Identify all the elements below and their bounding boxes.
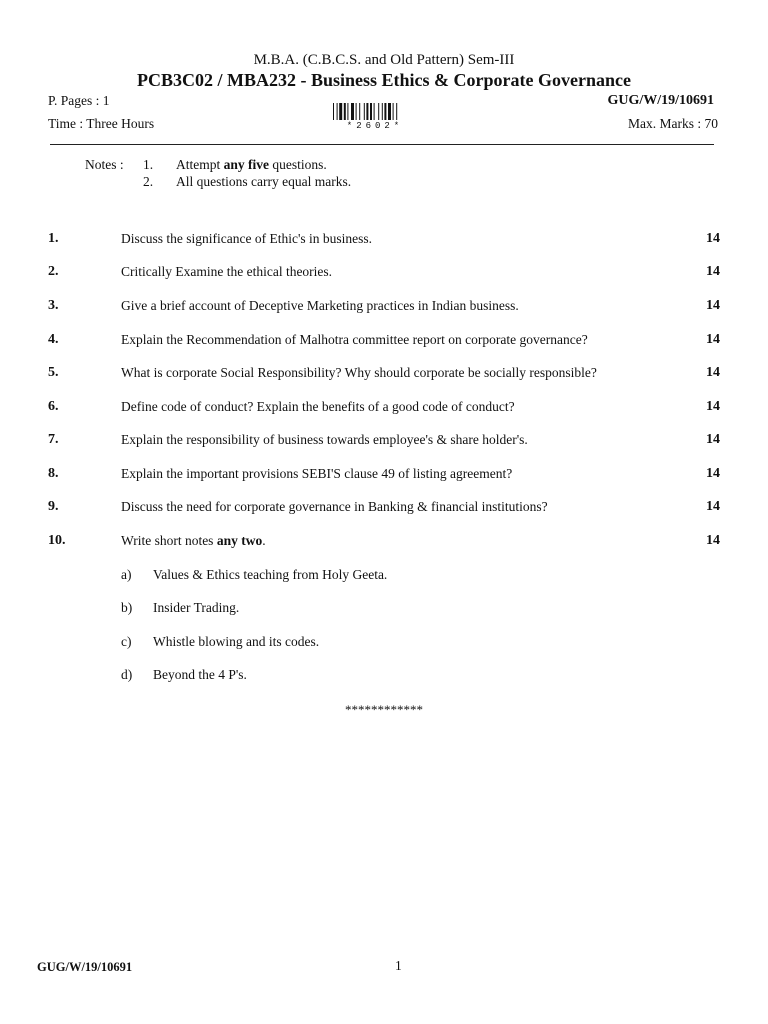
question-number: 4.	[48, 332, 59, 347]
question-number: 8.	[48, 466, 59, 481]
question-text: Define code of conduct? Explain the benefits of a good code of conduct?	[121, 399, 515, 414]
question-emphasis: any two	[216, 533, 263, 548]
barcode-bar	[393, 103, 394, 120]
question-number: 7.	[48, 432, 59, 447]
question-number: 5.	[48, 365, 59, 380]
question-text: Give a brief account of Deceptive Marketing practices in Indian business.	[121, 298, 519, 313]
barcode-bars	[332, 103, 418, 120]
question-marks: 14	[706, 231, 720, 246]
subitem-text: Values & Ethics teaching from Holy Geeta.	[153, 567, 388, 582]
note-text	[176, 174, 351, 190]
barcode-bar	[396, 103, 397, 120]
subitem-letter: d)	[121, 667, 133, 682]
question-text: Discuss the significance of Ethic's in business.	[121, 231, 373, 246]
subitem-letter: c)	[121, 634, 132, 649]
question-number: 1.	[48, 231, 59, 246]
notes-label: Notes :	[85, 157, 124, 172]
course-line: M.B.A. (C.B.C.S. and Old Pattern) Sem-III	[253, 52, 515, 68]
subitem-letter: b)	[121, 600, 133, 615]
barcode-bar	[351, 103, 354, 120]
question-number: 2.	[48, 264, 59, 279]
question-text	[121, 533, 266, 549]
question-text: Critically Examine the ethical theories.	[121, 264, 333, 279]
subitem-text: Beyond the 4 P's.	[153, 667, 247, 682]
question-marks: 14	[706, 332, 720, 347]
question-text-part: Write short notes	[121, 533, 217, 548]
question-text: Explain the Recommendation of Malhotra committee report on corporate governance?	[121, 332, 588, 347]
barcode-bar	[356, 103, 357, 120]
question-number: 9.	[48, 499, 59, 514]
barcode-bar	[384, 103, 386, 120]
question-text-part: .	[262, 533, 266, 548]
question-marks: 14	[706, 432, 720, 447]
subitem-letter: a)	[121, 567, 132, 582]
barcode-bar	[364, 103, 365, 120]
note-text	[176, 157, 327, 173]
barcode-bar	[339, 103, 342, 120]
barcode-bar	[388, 103, 391, 120]
end-marker: ************	[345, 702, 423, 717]
question-marks: 14	[706, 298, 720, 313]
paper-code: GUG/W/19/10691	[607, 93, 714, 108]
question-marks: 14	[706, 365, 720, 380]
barcode-bar	[333, 103, 334, 120]
question-number: 6.	[48, 399, 59, 414]
barcode-bar	[366, 103, 368, 120]
note-text-part: Attempt	[176, 157, 224, 172]
barcode-bar	[347, 103, 348, 120]
subitem-text: Insider Trading.	[153, 600, 240, 615]
max-marks: Max. Marks : 70	[628, 116, 718, 131]
note-emphasis: any five	[223, 157, 269, 172]
note-text-part: All questions carry equal marks.	[176, 174, 352, 189]
barcode-bar	[378, 103, 379, 120]
question-text: What is corporate Social Responsibility? Why should corporate be socially responsible?	[121, 365, 597, 380]
question-marks: 14	[706, 499, 720, 514]
paper-title: PCB3C02 / MBA232 - Business Ethics & Corporate Governance	[137, 70, 631, 90]
question-marks: 14	[706, 264, 720, 279]
pages-count: P. Pages : 1	[48, 93, 110, 108]
page-number: 1	[395, 958, 402, 973]
barcode	[332, 103, 418, 133]
header-divider	[50, 144, 714, 145]
note-number: 1.	[143, 157, 154, 172]
barcode-bar	[359, 103, 360, 120]
time-duration: Time : Three Hours	[48, 116, 155, 131]
barcode-bar	[382, 103, 383, 120]
note-number: 2.	[143, 174, 154, 189]
question-marks: 14	[706, 533, 720, 548]
barcode-bar	[344, 103, 346, 120]
question-marks: 14	[706, 466, 720, 481]
barcode-bar	[370, 103, 372, 120]
question-number: 3.	[48, 298, 59, 313]
question-number: 10.	[48, 533, 66, 548]
barcode-bar	[374, 103, 375, 120]
subitem-text: Whistle blowing and its codes.	[153, 634, 320, 649]
footer-paper-code: GUG/W/19/10691	[37, 960, 133, 974]
question-text: Discuss the need for corporate governance in Banking & financial institutions?	[121, 499, 548, 514]
barcode-text: *2602*	[346, 121, 404, 131]
question-text: Explain the important provisions SEBI'S clause 49 of listing agreement?	[121, 466, 513, 481]
barcode-bar	[337, 103, 338, 120]
note-text-part: questions.	[269, 157, 327, 172]
question-marks: 14	[706, 399, 720, 414]
question-text: Explain the responsibility of business towards employee's & share holder's.	[121, 432, 528, 447]
